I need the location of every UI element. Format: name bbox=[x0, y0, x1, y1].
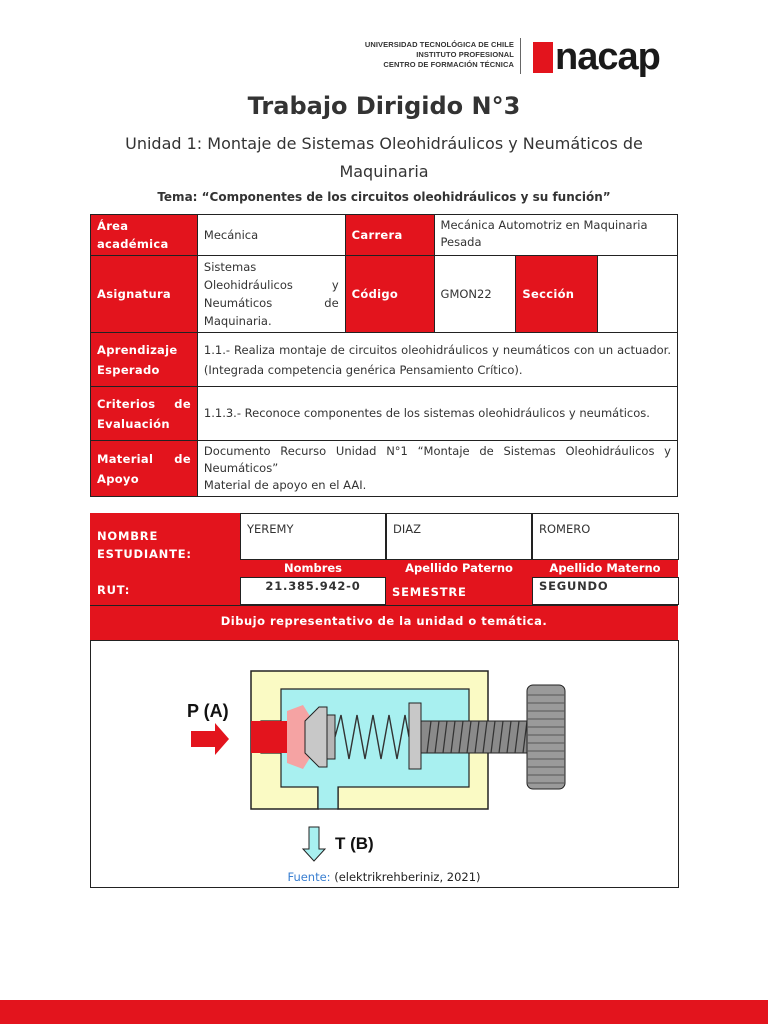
page-subtitle: Unidad 1: Montaje de Sistemas Oleohidráulicos y Neumáticos de Maquinaria bbox=[125, 134, 643, 181]
criterios-value: 1.1.3.- Reconoce componentes de los sistemas oleohidráulicos y neumáticos. bbox=[197, 387, 677, 441]
student-divider bbox=[90, 605, 678, 606]
semestre-value: SEGUNDO bbox=[539, 579, 609, 593]
institution-line-3: CENTRO DE FORMACIÓN TÉCNICA bbox=[383, 60, 514, 69]
institution-line-1: UNIVERSIDAD TECNOLÓGICA DE CHILE bbox=[364, 40, 514, 49]
pressure-arrow-icon bbox=[191, 723, 229, 755]
dibujo-label: Dibujo representativo de la unidad o temática. bbox=[220, 614, 548, 628]
rut-value: 21.385.942-0 bbox=[265, 579, 361, 593]
material-value-line-1: Documento Recurso Unidad N°1 “Montaje de Sistemas Oleohidráulicos y Neumáticos” bbox=[203, 444, 671, 475]
nombre-estudiante-label: NOMBRE ESTUDIANTE: bbox=[97, 529, 192, 561]
nombres-value: YEREMY bbox=[247, 522, 294, 536]
valve-diagram bbox=[91, 641, 678, 887]
carrera-value: Mecánica Automotriz en Maquinaria Pesada bbox=[434, 215, 677, 256]
aprendizaje-value: 1.1.- Realiza montaje de circuitos oleohidráulicos y neumáticos con un actuador. (Integrada competencia genérica Pensamiento Crítico). bbox=[197, 333, 677, 387]
asignatura-label: Asignatura bbox=[91, 256, 198, 333]
tema-line: Tema: “Componentes de los circuitos oleohidráulicos y su función” bbox=[157, 190, 611, 204]
seccion-value bbox=[598, 256, 678, 333]
port-t-label: T (B) bbox=[335, 834, 374, 853]
header-divider bbox=[520, 38, 521, 74]
apellido-paterno-caption: Apellido Paterno bbox=[386, 560, 532, 576]
nombres-caption: Nombres bbox=[240, 560, 386, 576]
figure-source bbox=[0, 870, 768, 884]
material-label: Material de Apoyo bbox=[91, 441, 198, 497]
rut-field bbox=[240, 577, 386, 605]
institution-line-2: INSTITUTO PROFESIONAL bbox=[416, 50, 514, 59]
apellido-materno-caption: Apellido Materno bbox=[532, 560, 678, 576]
fuente-value: (elektrikrehberiniz, 2021) bbox=[334, 870, 481, 884]
material-value bbox=[197, 441, 677, 497]
footer-bar bbox=[0, 1000, 768, 1024]
semestre-field bbox=[532, 577, 679, 605]
port-p-label: P (A) bbox=[187, 701, 229, 721]
semestre-label: SEMESTRE bbox=[392, 585, 467, 599]
institution-lines bbox=[365, 40, 514, 70]
material-value-line-2: Material de apoyo en el AAI. bbox=[203, 478, 367, 492]
inacap-logo bbox=[533, 36, 660, 78]
rut-label: RUT: bbox=[97, 583, 131, 597]
nombres-field bbox=[240, 513, 386, 560]
page-title: Trabajo Dirigido N°3 bbox=[247, 92, 521, 120]
asignatura-value: Sistemas Oleohidráulicos y Neumáticos de Maquinaria. bbox=[197, 256, 345, 333]
apellido-materno-value: ROMERO bbox=[539, 522, 591, 536]
area-label: Área académica bbox=[91, 215, 198, 256]
poppet-stem bbox=[327, 715, 335, 759]
spring-plate bbox=[409, 703, 421, 769]
codigo-value: GMON22 bbox=[434, 256, 516, 333]
aprendizaje-label: Aprendizaje Esperado bbox=[91, 333, 198, 387]
seccion-label: Sección bbox=[516, 256, 598, 333]
apellido-paterno-value: DIAZ bbox=[393, 522, 421, 536]
apellido-materno-field bbox=[532, 513, 679, 560]
area-value: Mecánica bbox=[197, 215, 345, 256]
tank-arrow-icon bbox=[303, 827, 325, 861]
course-info-table bbox=[90, 214, 678, 497]
adjust-knob bbox=[527, 685, 565, 789]
inlet-port bbox=[251, 721, 287, 753]
figure-box bbox=[90, 640, 679, 888]
logo-mark-icon bbox=[533, 42, 553, 73]
carrera-label: Carrera bbox=[345, 215, 434, 256]
fuente-label: Fuente: bbox=[287, 870, 331, 884]
logo-text: nacap bbox=[555, 36, 660, 78]
apellido-paterno-field bbox=[386, 513, 532, 560]
criterios-label: Criterios de Evaluación bbox=[91, 387, 198, 441]
codigo-label: Código bbox=[345, 256, 434, 333]
